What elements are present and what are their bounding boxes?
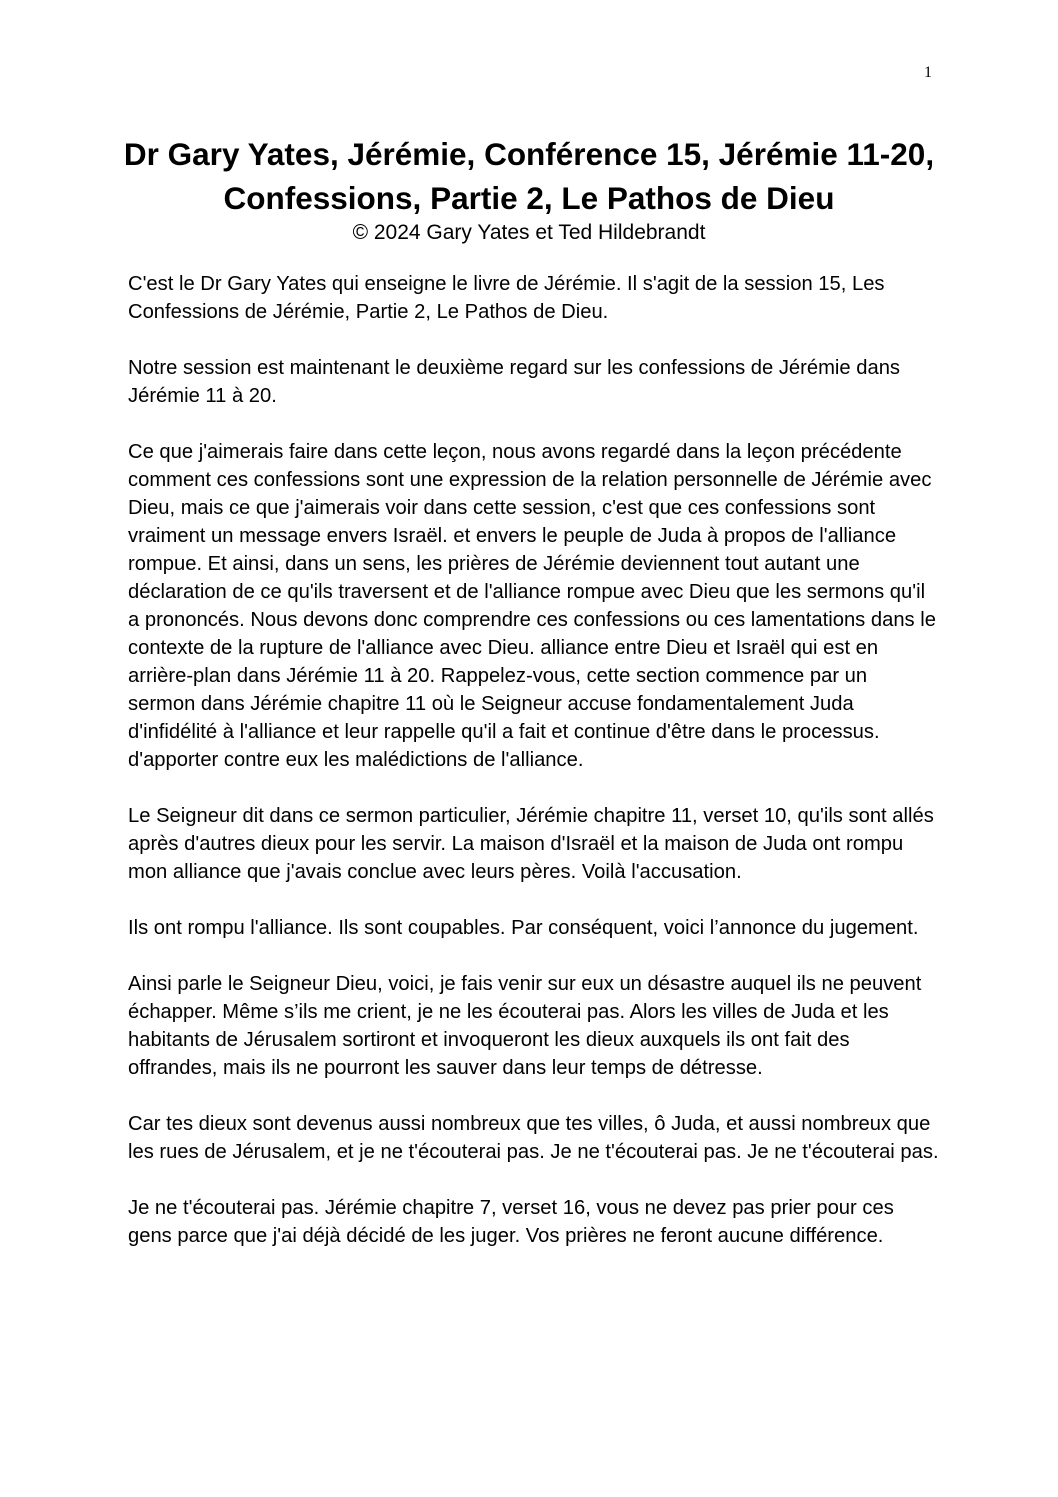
paragraph: Ce que j'aimerais faire dans cette leçon, nous avons regardé dans la leçon précédente comment ces confessions sont une expression de la relation personnelle de Jérémie avec Dieu, mais ce que j'aimerais voir dans cette session, c'est que ces confessions sont vraiment un message envers Israël. et envers le peuple de Juda à propos de l'alliance rompue. Et ainsi, dans un sens, les prières de Jérémie deviennent tout autant une déclaration de ce qu'ils traversent et de l'alliance rompue avec Dieu que les sermons qu'il a prononcés. Nous devons donc comprendre ces confessions ou ces lamentations dans le contexte de la rupture de l'alliance avec Dieu. alliance entre Dieu et Israël qui est en arrière-plan dans Jérémie 11 à 20. Rappelez-vous, cette section commence par un sermon dans Jérémie chapitre 11 où le Seigneur accuse fondamentalement Juda d'infidélité à l'alliance et leur rappelle qu'il a fait et continue d'être dans le processus. d'apporter contre eux les malédictions de l'alliance. — [128, 441, 936, 771]
paragraph: C'est le Dr Gary Yates qui enseigne le livre de Jérémie. Il s'agit de la session 15, Les Confessions de Jérémie, Partie 2, Le Pathos de Dieu. — [128, 273, 885, 323]
document-title-line-1: Dr Gary Yates, Jérémie, Conférence 15, Jérémie 11-20, — [123, 136, 935, 172]
paragraph: Notre session est maintenant le deuxième regard sur les confessions de Jérémie dans Jérémie 11 à 20. — [128, 357, 901, 407]
document-title-line-2: Confessions, Partie 2, Le Pathos de Dieu — [223, 180, 835, 216]
paragraph: Car tes dieux sont devenus aussi nombreux que tes villes, ô Juda, et aussi nombreux que les rues de Jérusalem, et je ne t'écouterai pas. Je ne t'écouterai pas. Je ne t'écouterai pas. — [128, 1113, 939, 1163]
paragraph: Ils ont rompu l'alliance. Ils sont coupables. Par conséquent, voici l’annonce du jugement. — [128, 917, 919, 939]
document-body — [128, 270, 940, 1278]
page-number: 1 — [924, 64, 932, 81]
paragraph: Je ne t'écouterai pas. Jérémie chapitre 7, verset 16, vous ne devez pas prier pour ces gens parce que j'ai déjà décidé de les juger. Vos prières ne feront aucune différence. — [128, 1197, 894, 1247]
paragraph: Ainsi parle le Seigneur Dieu, voici, je fais venir sur eux un désastre auquel ils ne peuvent échapper. Même s’ils me crient, je ne les écouterai pas. Alors les villes de Juda et les habitants de Jérusalem sortiront et invoqueront les dieux auxquels ils ont fait des offrandes, mais ils ne pourront les sauver dans leur temps de détresse. — [128, 973, 922, 1079]
paragraph: Le Seigneur dit dans ce sermon particulier, Jérémie chapitre 11, verset 10, qu'ils sont allés après d'autres dieux pour les servir. La maison d'Israël et la maison de Juda ont rompu mon alliance que j'avais conclue avec leurs pères. Voilà l'accusation. — [128, 805, 934, 883]
document-header — [100, 132, 958, 246]
copyright-notice: © 2024 Gary Yates et Ted Hildebrandt — [352, 221, 706, 244]
